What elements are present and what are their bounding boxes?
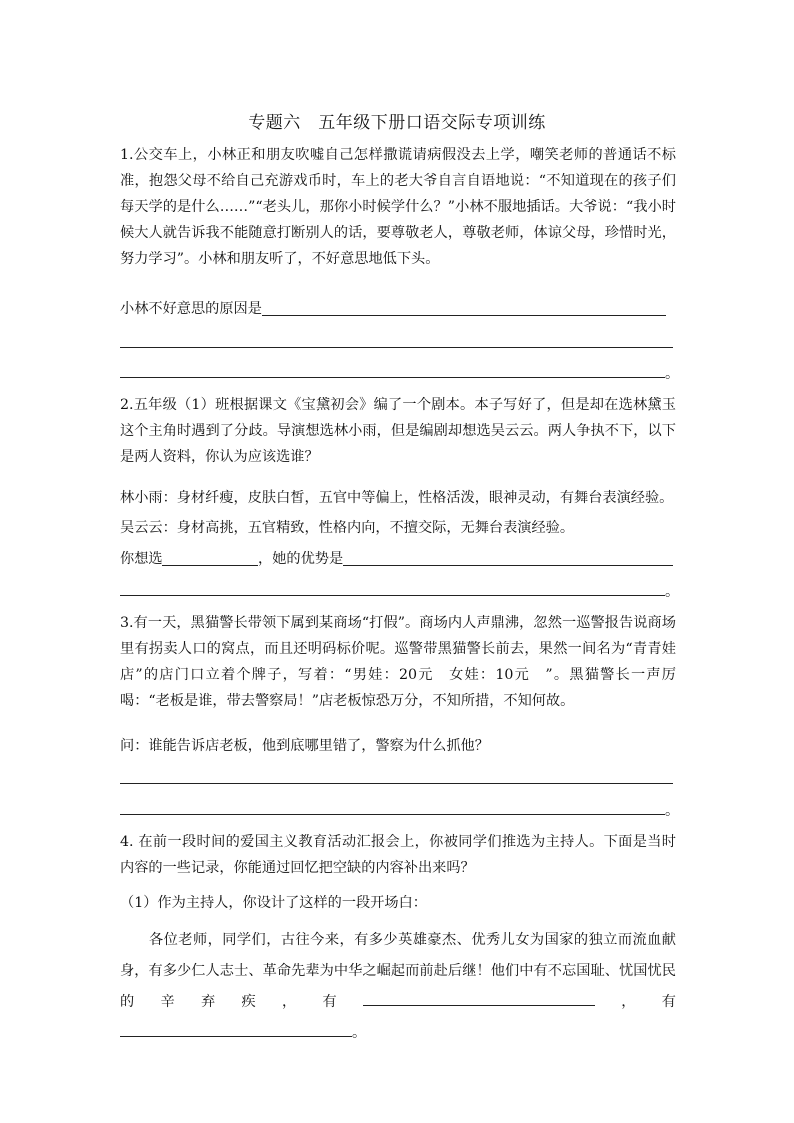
candidate-lin: 林小雨：身材纤瘦，皮肤白皙，五官中等偏上，性格活泼，眼神灵动，有舞台表演经验。: [120, 490, 674, 506]
choice-blank[interactable]: [162, 565, 258, 566]
question-3-text: 3.有一天，黑猫警长带领下属到某商场“打假”。商场内人声鼎沸，忽然一巡警报告说商场里有拐卖人口的窝点，而且还明码标价呢。巡警带黑猫警长前去，果然一间名为“青青娃店”的店门口立着个牌子，写着：“男娃：20元 女娃：10元 ”。黑猫警长一声厉喝：“老板是谁，带去警察局！”店老板惊恐万分，不知所措，不知何故。: [120, 615, 676, 709]
opening-speech-text: 各位老师，同学们，古往今来，有多少英雄豪杰、优秀儿女为国家的独立而流血献身，有多少仁人志士、革命先辈为中华之崛起而前赴后继！他们中有不忘国耻、忧国忧民的辛弃疾，有: [120, 932, 676, 1010]
end-mark: 。: [665, 803, 680, 819]
answer-line[interactable]: [120, 377, 665, 378]
question-2-prompt-advantage: ，她的优势是: [258, 551, 344, 567]
end-mark: 。: [665, 366, 680, 382]
end-mark: 。: [665, 584, 680, 600]
candidate-wu: 吴云云：身材高挑，五官精致，性格内向，不擅交际，无舞台表演经验。: [120, 520, 575, 536]
speech-blank-1[interactable]: [363, 991, 595, 1006]
answer-line[interactable]: [120, 595, 665, 596]
question-1-prompt: 小林不好意思的原因是: [120, 301, 262, 317]
question-4-sub1: （1）作为主持人，你设计了这样的一段开场白：: [120, 895, 427, 911]
speech-blank-2[interactable]: [120, 1022, 352, 1037]
opening-speech: [120, 925, 676, 1049]
speech-mid: ，有: [594, 994, 676, 1010]
answer-line[interactable]: [262, 315, 666, 316]
question-3-question: 问：谁能告诉店老板，他到底哪里错了，警察为什么抓他？: [120, 738, 489, 754]
question-2-prompt-choice: 你想选: [120, 551, 163, 567]
question-2-text: 2.五年级（1）班根据课文《宝黛初会》编了一个剧本。本子写好了，但是却在选林黛玉这个主角时遇到了分歧。导演想选林小雨，但是编剧却想选吴云云。两人争执不下，以下是两人资料，你认为应该选谁？: [120, 397, 676, 465]
answer-line[interactable]: [343, 565, 673, 566]
question-4-text: 4. 在前一段时间的爱国主义教育活动汇报会上，你被同学们推选为主持人。下面是当时内容的一些记录，你能通过回忆把空缺的内容补出来吗？: [120, 834, 676, 876]
answer-line[interactable]: [120, 783, 673, 784]
page-title: 专题六 五年级下册口语交际专项训练: [248, 113, 546, 133]
answer-line[interactable]: [120, 347, 673, 348]
question-1-text: 1.公交车上，小林正和朋友吹嘘自己怎样撒谎请病假没去上学，嘲笑老师的普通话不标准，抱怨父母不给自己充游戏币时，车上的老大爷自言自语地说：“不知道现在的孩子们每天学的是什么……”“老头儿，那你小时候学什么？”小林不服地插话。大爷说：“我小时候大人就告诉我不能随意打断别人的话，要尊敬老人，尊敬老师，体谅父母，珍惜时光，努力学习”。小林和朋友听了，不好意思地低下头。: [120, 147, 676, 267]
answer-line[interactable]: [120, 814, 665, 815]
end-mark: 。: [352, 1025, 367, 1041]
